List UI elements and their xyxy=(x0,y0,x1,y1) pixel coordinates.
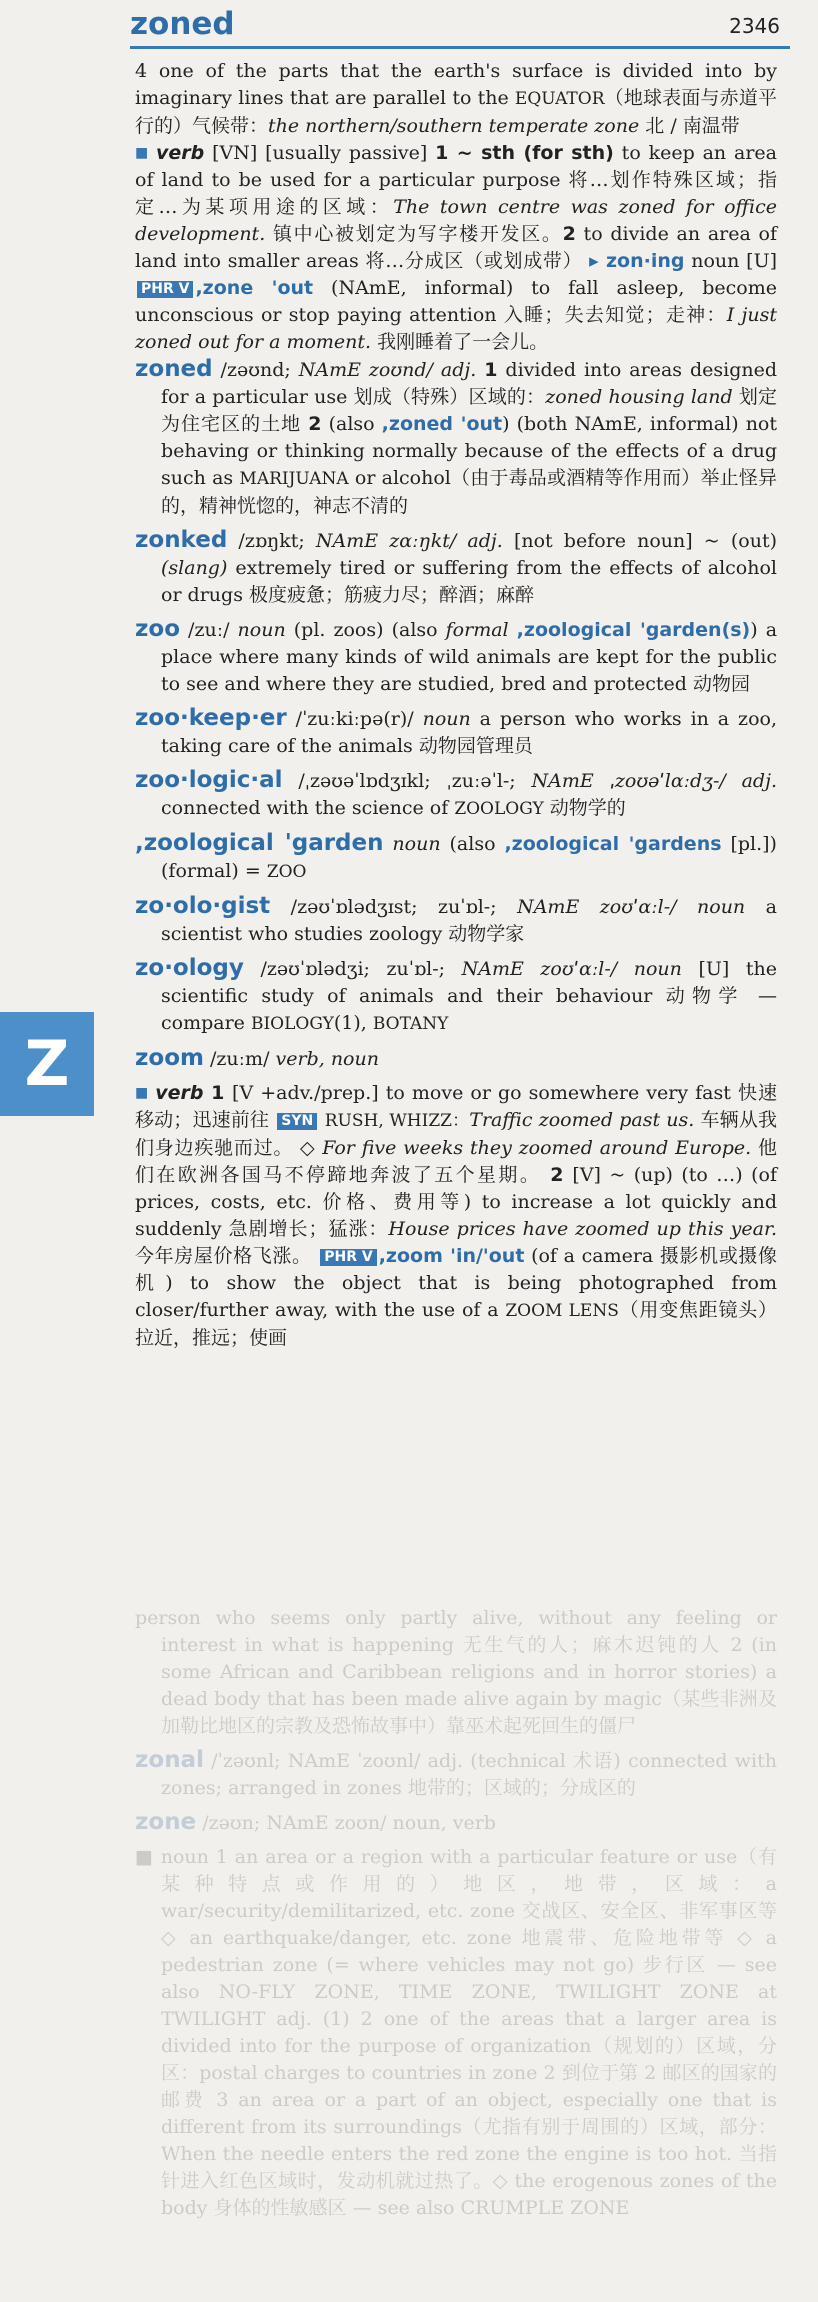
square-bullet-icon: ■ xyxy=(135,145,151,161)
pronunciation: /ˈzuːkiːpə(r)/ xyxy=(286,708,423,730)
ghost-text: /zəʊn; NAmE zoʊn/ noun, verb xyxy=(196,1812,496,1834)
register: (slang) xyxy=(161,557,236,579)
pos-label: verb xyxy=(156,142,205,164)
xref: BOTANY xyxy=(372,1014,449,1034)
phrasal-verb-badge: PHR V xyxy=(320,1249,376,1266)
definition: a scientist who studies zoology 动物学家 xyxy=(161,896,777,945)
pronunciation: /zəʊˈɒlədʒɪst; zuˈɒl-; xyxy=(270,896,518,918)
translation: （地球表面与赤道平行的）气候带： xyxy=(135,87,777,137)
headword-zookeeper: zoo·keep·er xyxy=(135,705,287,731)
entry-zookeeper xyxy=(135,705,777,760)
headword-zoologist: zo·olo·gist xyxy=(135,893,271,919)
pronunciation: /ˌzəʊəˈlɒdʒɪkl; ˌzuːəˈl-; xyxy=(282,770,532,792)
pos-label: adj. xyxy=(741,770,777,792)
translation: 划定为住宅区的土地 xyxy=(161,386,778,435)
pos-label: noun xyxy=(237,619,294,641)
sense-2: 2 xyxy=(541,1164,573,1186)
entry-zonked xyxy=(135,527,777,609)
pronunciation: /zuː/ xyxy=(180,619,238,641)
definition: (of a camera 摄影机或摄像机) to show the object that is being photographed from closer/further away, with the use of a xyxy=(135,1245,778,1321)
pronunciation: /zuːm/ xyxy=(203,1048,276,1070)
xref: MARIJUANA xyxy=(239,469,349,489)
xref: ZOOM LENS xyxy=(505,1301,619,1321)
sense-2: 2 xyxy=(562,223,576,245)
entry-zone-sense-4 xyxy=(135,58,777,140)
dictionary-column xyxy=(135,58,777,1352)
grammar: [V +adv./prep.] xyxy=(232,1082,386,1104)
pronunciation-ame: NAmE ˌzoʊəˈlɑːdʒ-/ xyxy=(531,770,742,792)
xref: BIOLOGY xyxy=(250,1014,334,1034)
entry-zoological-garden xyxy=(135,830,777,886)
sense-text: 4 one of the parts that the earth's surface is divided into by imaginary lines that are parallel to the xyxy=(135,60,777,109)
pronunciation: /zəʊnd; xyxy=(212,359,299,381)
variant-zoned-out: ,zoned 'out xyxy=(381,413,503,435)
pronunciation: /zɒŋkt; xyxy=(227,530,316,552)
pronunciation-ame: NAmE zɑːŋkt/ xyxy=(315,530,468,552)
translation: 车辆从我们身边疾驰而过。 xyxy=(135,1109,777,1159)
translation: 今年房屋价格飞涨。 xyxy=(135,1245,312,1267)
entry-zoom-verb xyxy=(135,1080,777,1352)
grammar: [V] ~ (up) (to …) xyxy=(572,1164,752,1186)
grammar: (NAmE, informal) xyxy=(313,277,532,299)
definition: extremely tired or suffering from the effects of alcohol or drugs 极度疲惫；筋疲力尽；醉酒；麻醉 xyxy=(161,557,777,606)
entry-zoologist xyxy=(135,893,777,948)
definition: a person who works in a zoo, taking care of the animals 动物园管理员 xyxy=(161,708,777,757)
entry-zoned xyxy=(135,356,777,520)
definition: to fall asleep, become unconscious or stop paying attention 入睡；失去知觉；走神： xyxy=(135,277,777,326)
page-number: 2346 xyxy=(729,14,780,38)
derivative-zoning: ▸ zon·ing xyxy=(589,250,685,272)
phrasal-verb-zone-out: ,zone 'out xyxy=(195,277,314,299)
pos-label: noun xyxy=(383,833,450,855)
phrasal-verb-badge: PHR V xyxy=(137,281,193,298)
variant-zoological-gardens: ,zoological 'gardens xyxy=(504,833,722,855)
plural: (pl. zoos) xyxy=(293,619,392,641)
translation: 我刚睡着了一会儿。 xyxy=(371,331,549,353)
definition: divided into areas designed for a particular use 划成（特殊）区域的： xyxy=(161,359,778,408)
sense-1: 1 xyxy=(203,1082,233,1104)
entry-zone-verb xyxy=(135,140,777,356)
ghost-headword: zone xyxy=(135,1809,197,1835)
pos-label: noun xyxy=(633,958,699,980)
pronunciation-ame: NAmE zoʊˈɑːl-/ xyxy=(517,896,698,918)
grammar: ) (both NAmE, informal) xyxy=(502,413,746,435)
translation: 镇中心被划定为写字楼开发区。 xyxy=(265,223,563,245)
example: zoned housing land xyxy=(545,386,733,408)
entry-zoom xyxy=(135,1045,777,1073)
translation: 他们在欧洲各国马不停蹄地奔波了五个星期。 xyxy=(135,1137,777,1186)
example: Traffic zoomed past us. xyxy=(469,1109,695,1131)
pos-label: adj. xyxy=(440,359,485,381)
xref: ZOOLOGY xyxy=(454,799,544,819)
definition: (of prices, costs, etc. 价格、费用等) to increase a lot quickly and suddenly 急剧增长；猛涨： xyxy=(135,1164,777,1240)
guide-word: zoned xyxy=(130,6,235,42)
letter-thumb-tab: Z xyxy=(0,1012,94,1116)
definition: to keep an area of land to be used for a particular purpose 将…划作特殊区域；指定…为某项用途的区域： xyxy=(135,142,777,218)
pronunciation: /zəʊˈɒlədʒi; zuˈɒl-; xyxy=(243,958,462,980)
definition: the scientific study of animals and their behaviour 动物学 — compare xyxy=(161,958,777,1034)
phrasal-verb-zoom-in-out: ,zoom 'in/'out xyxy=(378,1245,525,1267)
headword-zoological: zoo·logic·al xyxy=(135,767,283,793)
grammar: [U] xyxy=(698,958,746,980)
pos-label: verb xyxy=(155,1082,204,1104)
ghost-headword: zonal xyxy=(135,1747,204,1773)
ghost-entry-zonal xyxy=(135,1747,777,1802)
ghost-paragraph: ■ noun 1 an area or a region with a particular feature or use（有某种特点或作用的）地区，地带，区域：a war/security/demilitarized, etc. zone 交战区、安全区、非军事区等 ◇ an earthquake/danger, etc. zone 地震带、危险地带等 ◇ a pedestrian zone (= where vehicles may not go) 步行区 — see also NO-FLY ZONE, TIME ZONE, TWILIGHT ZONE at TWILIGHT adj. (1) 2 one of the areas that a larger area is divided into for the purpose of organization（规划的）区域，分区：postal charges to countries in zone 2 到位于第 2 邮区的国家的邮费 3 an area or a part of an object, especially one that is different from its surroundings（尤指有别于周围的）区域，部分：When the needle enters the red zone the engine is too hot. 当指针进入红色区域时，发动机就过热了。◇ the erogenous zones of the body 身体的性敏感区 — see also CRUMPLE ZONE xyxy=(135,1846,777,2219)
page-header xyxy=(130,6,790,49)
also-label: (also xyxy=(449,833,505,855)
pos-label: noun xyxy=(422,708,480,730)
example: House prices have zoomed up this year. xyxy=(388,1218,777,1240)
grammar: noun [U] xyxy=(684,250,777,272)
register: formal xyxy=(445,619,517,641)
sense-2: 2 xyxy=(308,413,322,435)
grammar: [VN] [usually passive] xyxy=(204,142,436,164)
sense-1: 1 xyxy=(484,359,498,381)
example: For five weeks they zoomed around Europe. xyxy=(322,1137,752,1159)
pos-label: verb, noun xyxy=(275,1048,379,1070)
xref: ZOO xyxy=(266,862,307,882)
translation: 动物学的 xyxy=(543,797,626,819)
also-label: (also xyxy=(391,619,446,641)
entry-zoology xyxy=(135,955,777,1038)
pos-label: adj. xyxy=(467,530,514,552)
square-bullet-icon: ■ xyxy=(135,1085,150,1101)
headword-zoological-garden: ,zoological 'garden xyxy=(135,830,384,856)
headword-zoned: zoned xyxy=(135,356,213,382)
variant-zoological-gardens: ,zoological 'garden(s) xyxy=(516,619,751,641)
definition: to divide an area of land into smaller areas 将…分成区（或划成带） xyxy=(135,223,778,272)
example: the northern/southern temperate zone xyxy=(268,115,640,137)
ghost-text: /ˈzəʊnl; NAmE ˈzoʊnl/ adj. (technical 术语) connected with zones; arranged in zones 地带的；区域的；分成区的 xyxy=(161,1750,777,1799)
xref: EQUATOR xyxy=(514,89,605,109)
pronunciation-ame: NAmE zoʊnd/ xyxy=(298,359,441,381)
example-separator: ◇ xyxy=(293,1137,323,1159)
translation: （用变焦距镜头）拉近，推远；使画 xyxy=(135,1299,777,1349)
grammar: [pl.]) (formal) = xyxy=(161,833,777,882)
example: The town centre was zoned for office development. xyxy=(135,196,777,245)
show-through-text xyxy=(135,1605,777,2229)
headword-zoology: zo·ology xyxy=(135,955,244,981)
synonyms: RUSH, WHIZZ： xyxy=(319,1111,470,1131)
sense-1: 1 ~ sth (for sth) xyxy=(435,142,614,164)
synonym-badge: SYN xyxy=(277,1113,317,1130)
definition: or alcohol（由于毒品或酒精等作用而）举止怪异的，精神恍惚的，神志不清的 xyxy=(161,467,778,517)
translation: 北 / 南温带 xyxy=(639,115,740,137)
grammar: [not before noun] ~ (out) xyxy=(513,530,777,552)
definition: to move or go somewhere very fast 快速移动；迅速前往 xyxy=(135,1082,777,1131)
xref-sense: (1), xyxy=(333,1012,373,1034)
also-label: (also xyxy=(321,413,382,435)
definition: ) a place where many kinds of wild animals are kept for the public to see and where they are studied, bred and protected 动物园 xyxy=(161,619,778,695)
pronunciation-ame: NAmE zoʊˈɑːl-/ xyxy=(461,958,634,980)
example: I just zoned out for a moment. xyxy=(135,304,778,353)
definition: not behaving or thinking normally because of the effects of a drug such as xyxy=(161,413,777,489)
entry-zoo xyxy=(135,616,777,698)
pos-label: noun xyxy=(697,896,766,918)
headword-zoo: zoo xyxy=(135,616,180,642)
ghost-paragraph: person who seems only partly alive, without any feeling or interest in what is happening 无生气的人；麻木迟钝的人 2 (in some African and Caribbean religions and in horror stories) a dead body that has been made alive again by magic（某些非洲及加勒比地区的宗教及恐怖故事中）靠巫术起死回生的僵尸 xyxy=(135,1607,777,1737)
ghost-entry-zone xyxy=(135,1809,777,1837)
headword-zonked: zonked xyxy=(135,527,228,553)
definition: connected with the science of xyxy=(161,797,455,819)
headword-zoom: zoom xyxy=(135,1045,204,1071)
entry-zoological xyxy=(135,767,777,823)
